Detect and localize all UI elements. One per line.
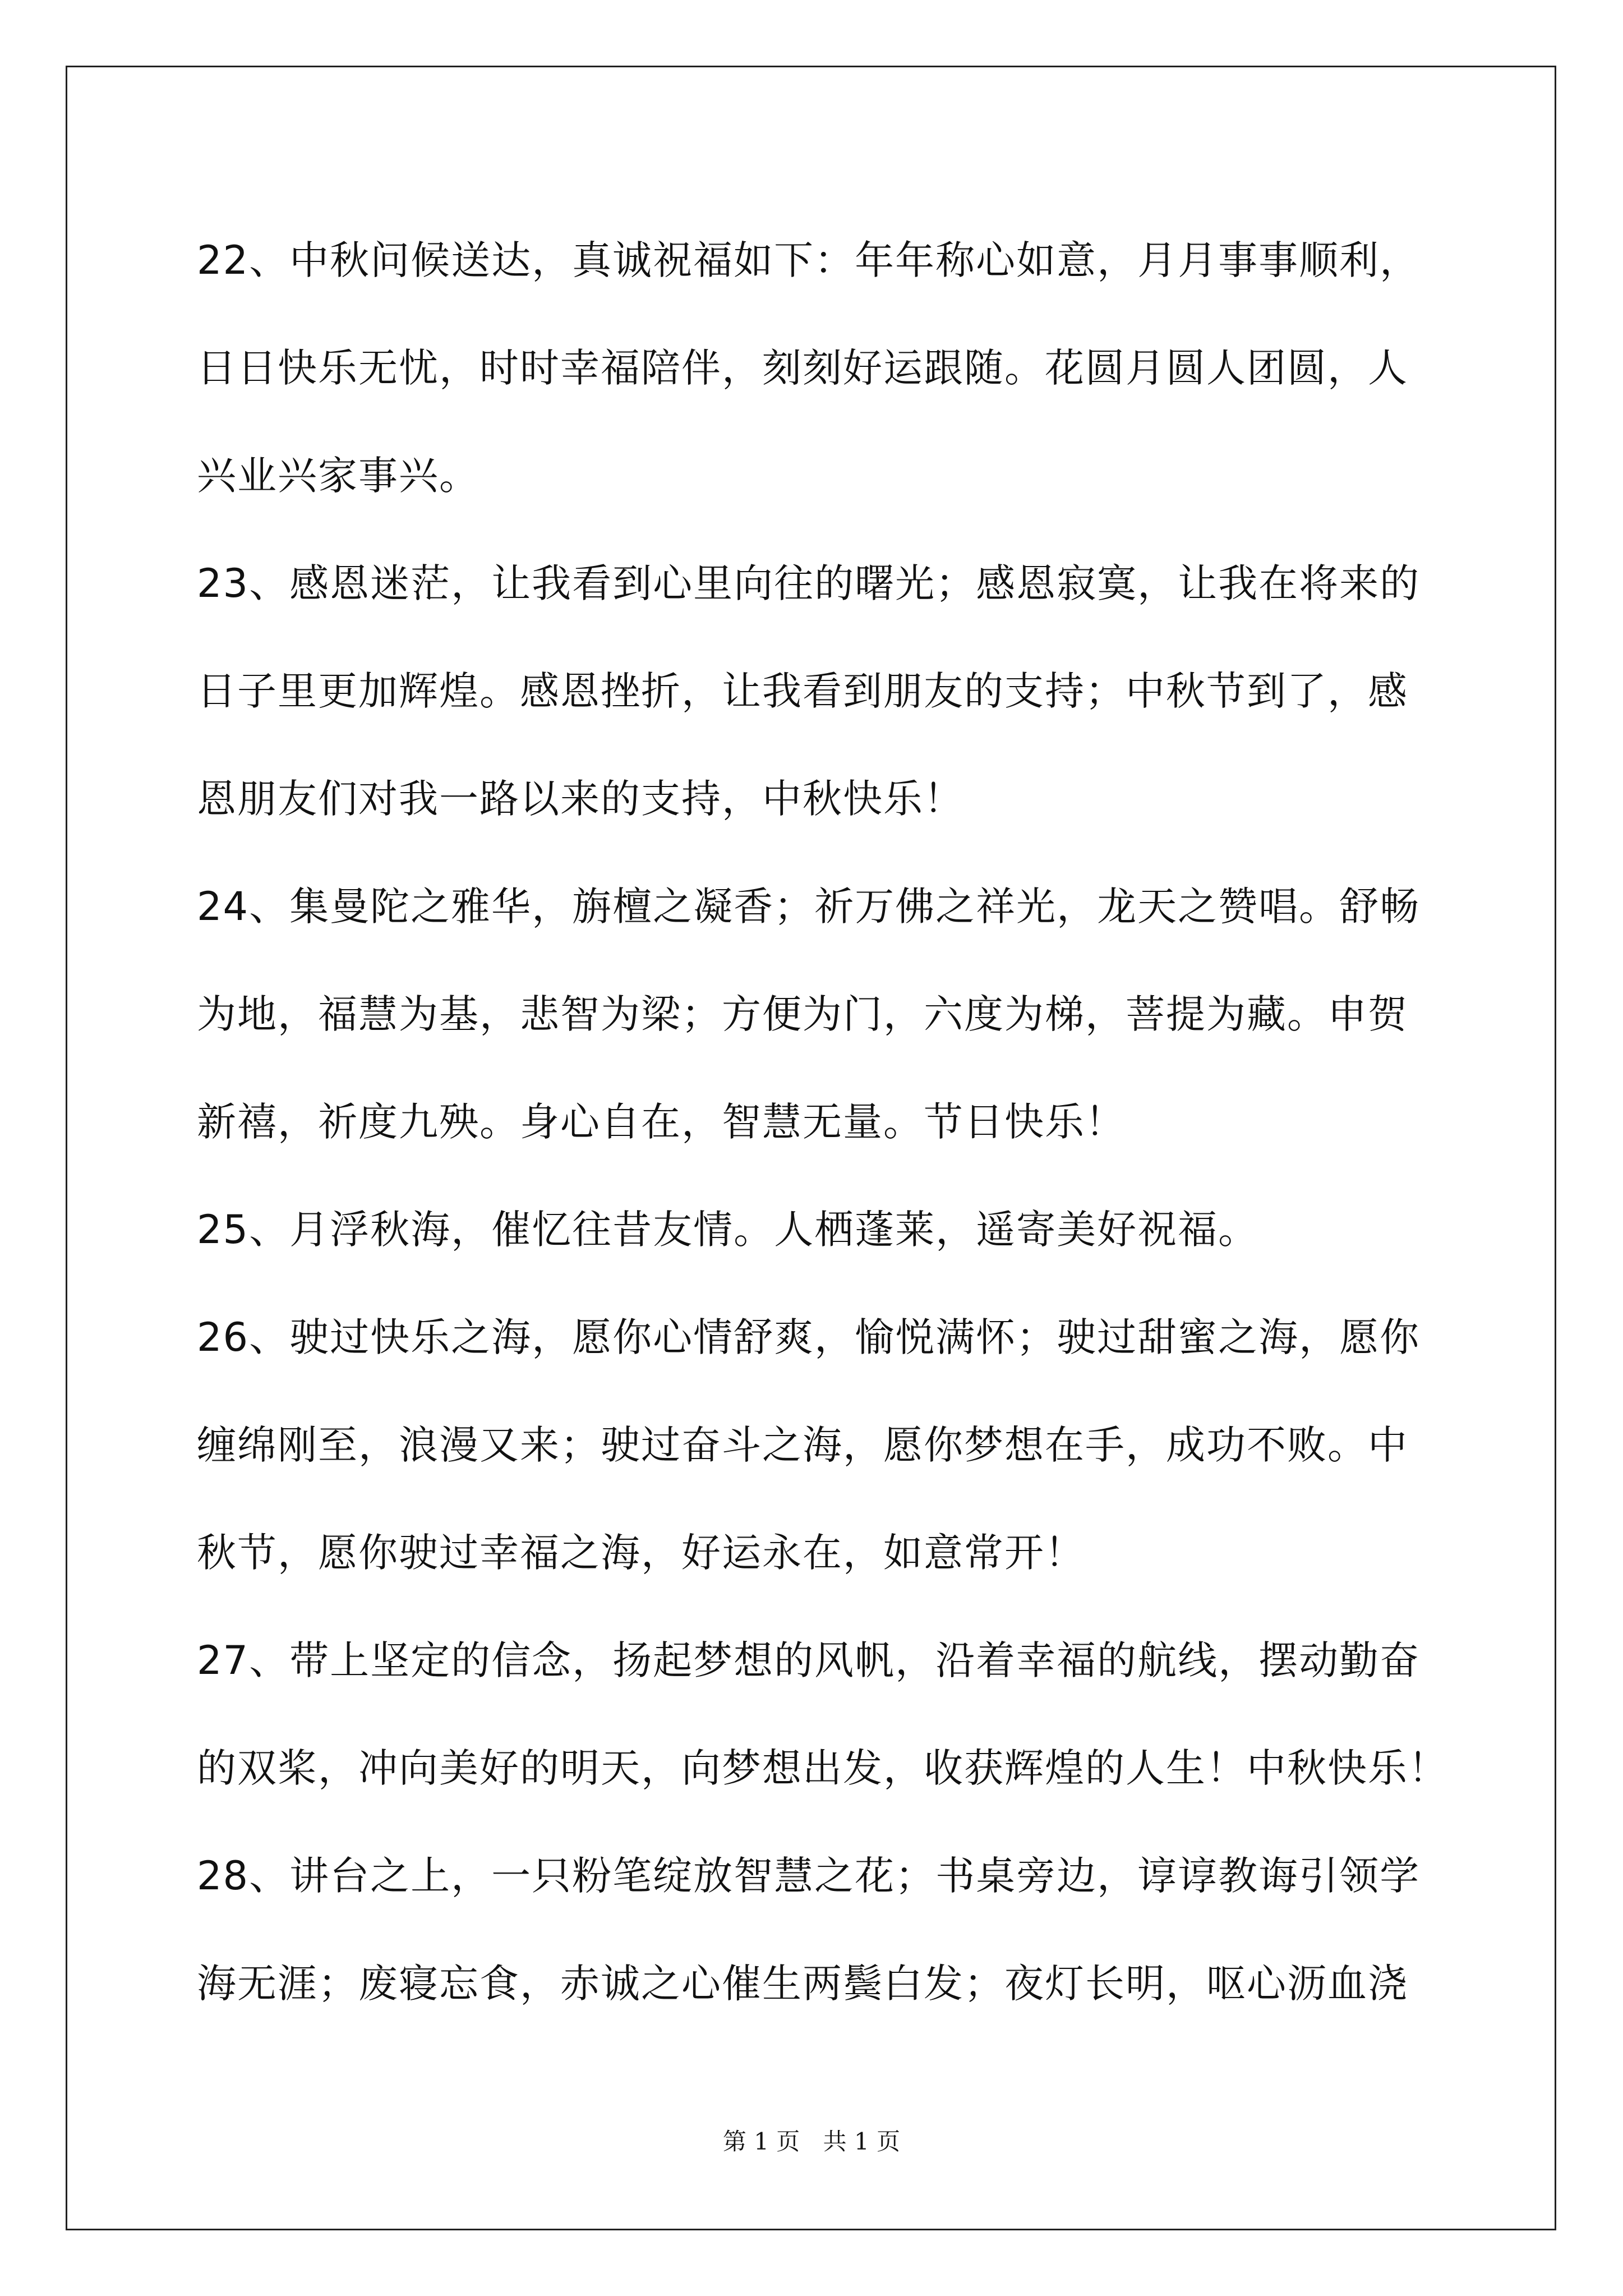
text-line: 日子里更加辉煌。感恩挫折，让我看到朋友的支持；中秋节到了，感 <box>197 668 1408 714</box>
text-line: 为地，福慧为基，悲智为梁；方便为门，六度为梯，菩提为藏。申贺 <box>197 991 1408 1037</box>
text-line: 新禧，祈度九殃。身心自在，智慧无量。节日快乐！ <box>197 1099 1126 1145</box>
text-line: 24、集曼陀之雅华，旃檀之凝香；祈万佛之祥光，龙天之赞唱。舒畅 <box>197 884 1421 930</box>
page-total: 共 1 页 <box>823 2128 901 2155</box>
text-line: 27、带上坚定的信念，扬起梦想的风帆，沿着幸福的航线，摆动勤奋 <box>197 1637 1421 1683</box>
page-number: 第 1 页 <box>722 2128 800 2155</box>
text-line: 23、感恩迷茫，让我看到心里向往的曙光；感恩寂寞，让我在将来的 <box>197 560 1421 606</box>
text-line: 日日快乐无忧，时时幸福陪伴，刻刻好运跟随。花圆月圆人团圆，人 <box>197 345 1408 391</box>
text-line: 恩朋友们对我一路以来的支持，中秋快乐！ <box>197 776 964 822</box>
text-line: 秋节，愿你驶过幸福之海，好运永在，如意常开！ <box>197 1530 1085 1576</box>
text-line: 海无涯；废寝忘食，赤诚之心催生两鬓白发；夜灯长明，呕心沥血浇 <box>197 1961 1408 2007</box>
text-line: 22、中秋问候送达，真诚祝福如下：年年称心如意，月月事事顺利， <box>197 237 1421 283</box>
text-line: 的双桨，冲向美好的明天，向梦想出发，收获辉煌的人生！中秋快乐！ <box>197 1745 1449 1791</box>
text-line: 25、月浮秋海，催忆往昔友情。人栖蓬莱，遥寄美好祝福。 <box>197 1207 1259 1253</box>
page-footer <box>0 2123 1623 2157</box>
document-body <box>197 206 1449 2037</box>
text-line: 28、讲台之上，一只粉笔绽放智慧之花；书桌旁边，谆谆教诲引领学 <box>197 1853 1421 1899</box>
text-line: 缠绵刚至，浪漫又来；驶过奋斗之海，愿你梦想在手，成功不败。中 <box>197 1422 1408 1468</box>
text-line: 26、驶过快乐之海，愿你心情舒爽，愉悦满怀；驶过甜蜜之海，愿你 <box>197 1314 1421 1360</box>
text-line: 兴业兴家事兴。 <box>197 453 479 499</box>
